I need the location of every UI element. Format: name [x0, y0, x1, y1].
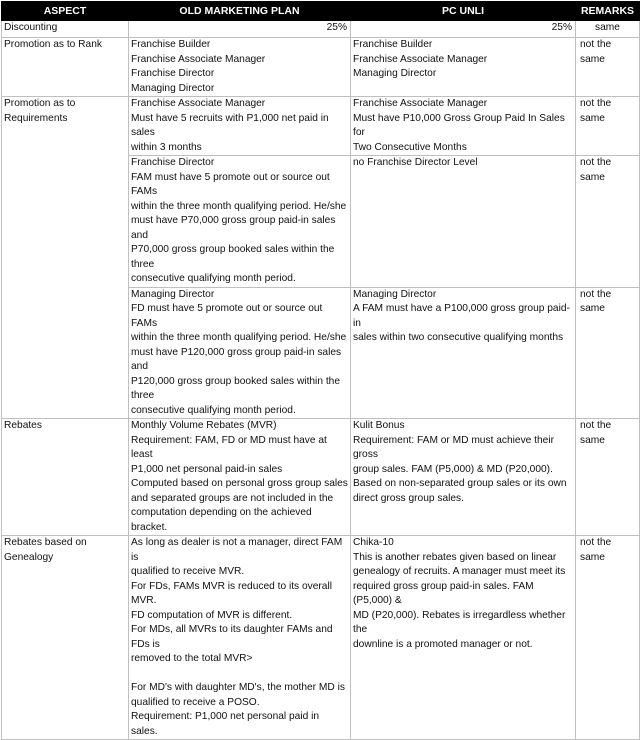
remarks-cell: not the same — [576, 536, 640, 740]
old-plan-cell: Franchise Builder Franchise Associate Manager Franchise Director Managing Director — [129, 38, 351, 97]
table-row-rank — [2, 38, 640, 97]
old-plan-cell: As long as dealer is not a manager, direct FAM is qualified to receive MVR. For FDs, FAMs MVR is reduced to its overall MVR. FD computation of MVR is different. For MDs, all MVRs to its daughter FAMs and FDs is removed to the total MVR> For MD's with daughter MD's, the mother MD is qualified to receive a POSO. Requirement: P1,000 net personal paid in sales. — [129, 536, 351, 740]
table-row-requirements-fam — [2, 97, 640, 156]
pc-unli-cell: Franchise Builder Franchise Associate Manager Managing Director — [351, 38, 576, 97]
remarks-cell: not the same — [576, 156, 640, 288]
old-plan-cell: Franchise Director FAM must have 5 promote out or source out FAMs within the three month qualifying period. He/she must have P70,000 gross group paid-in sales and P70,000 gross group booked sales within the three consecutive qualifying month period. — [129, 156, 351, 288]
pc-unli-cell: Managing Director A FAM must have a P100,000 gross group paid-in sales within two consecutive qualifying months — [351, 287, 576, 419]
old-plan-cell: 25% — [129, 21, 351, 38]
comparison-table — [1, 1, 640, 740]
table-row-genealogy — [2, 536, 640, 740]
remarks-cell: not the same — [576, 287, 640, 419]
aspect-cell: Promotion as to Requirements — [2, 97, 129, 419]
header-row — [2, 2, 640, 21]
remarks-cell: not the same — [576, 38, 640, 97]
remarks-cell: not the same — [576, 419, 640, 536]
aspect-cell: Rebates based on Genealogy — [2, 536, 129, 740]
pc-unli-cell: Kulit Bonus Requirement: FAM or MD must achieve their gross group sales. FAM (P5,000) & MD (P20,000). Based on non-separated group sales or its own direct gross group sales. — [351, 419, 576, 536]
header-old-marketing-plan: OLD MARKETING PLAN — [129, 2, 351, 21]
pc-unli-cell: Chika-10 This is another rebates given based on linear genealogy of recruits. A manager must meet its required gross group paid-in sales. FAM (P5,000) & MD (P20,000). Rebates is irregardless whether the downline is a promoted manager or not. — [351, 536, 576, 740]
aspect-cell: Discounting — [2, 21, 129, 38]
remarks-cell: same — [576, 21, 640, 38]
aspect-cell: Rebates — [2, 419, 129, 536]
old-plan-cell: Managing Director FD must have 5 promote out or source out FAMs within the three month qualifying period. He/she must have P120,000 gross group paid-in sales and P120,000 gross group booked sales within the three consecutive qualifying month period. — [129, 287, 351, 419]
pc-unli-cell: 25% — [351, 21, 576, 38]
old-plan-cell: Franchise Associate Manager Must have 5 recruits with P1,000 net paid in sales within 3 months — [129, 97, 351, 156]
header-remarks: REMARKS — [576, 2, 640, 21]
aspect-cell: Promotion as to Rank — [2, 38, 129, 97]
table-row-discounting — [2, 21, 640, 38]
pc-unli-cell: no Franchise Director Level — [351, 156, 576, 288]
pc-unli-cell: Franchise Associate Manager Must have P10,000 Gross Group Paid In Sales for Two Consecutive Months — [351, 97, 576, 156]
table-row-rebates — [2, 419, 640, 536]
old-plan-cell: Monthly Volume Rebates (MVR) Requirement: FAM, FD or MD must have at least P1,000 net personal paid-in sales Computed based on personal gross group sales and separated groups are not included in the computation depending on the achieved bracket. — [129, 419, 351, 536]
header-aspect: ASPECT — [2, 2, 129, 21]
remarks-cell: not the same — [576, 97, 640, 156]
header-pc-unli: PC UNLI — [351, 2, 576, 21]
